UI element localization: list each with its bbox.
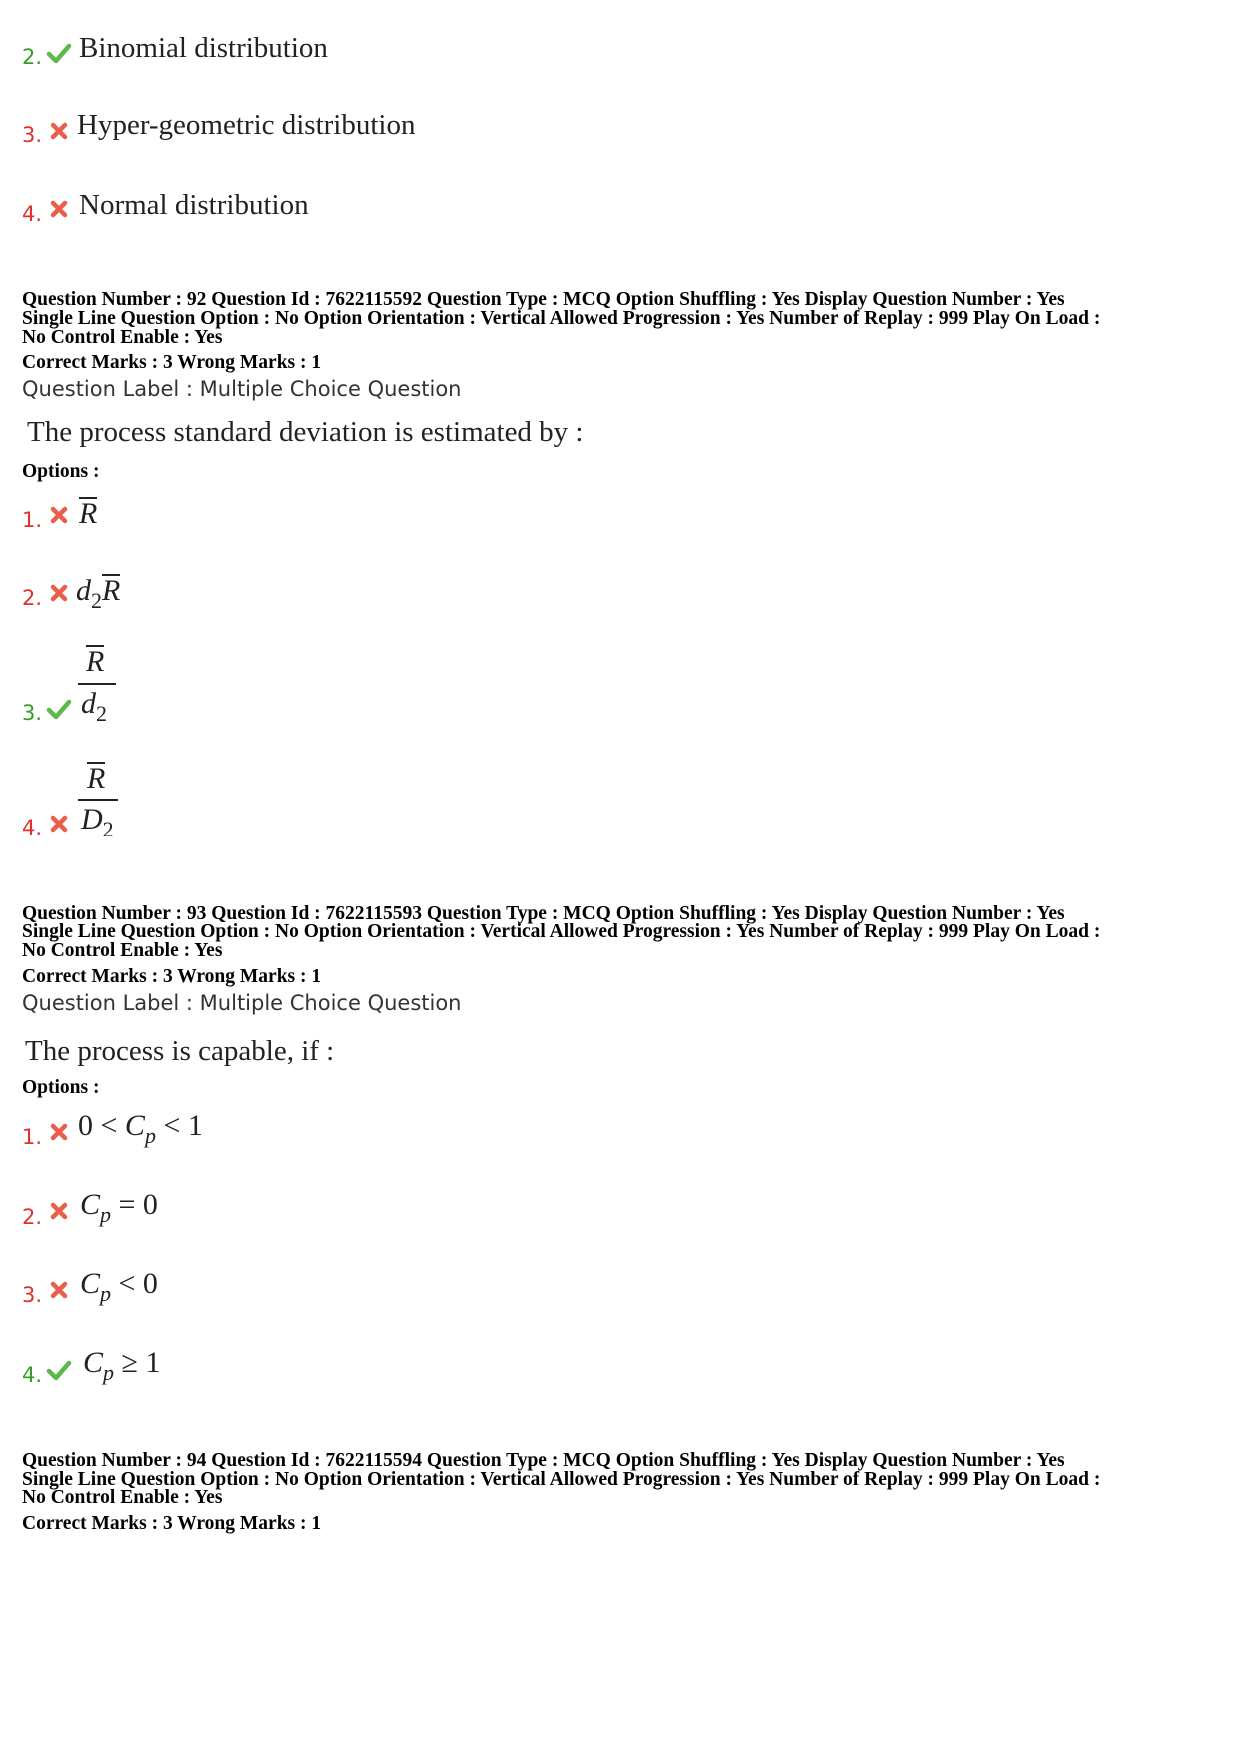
check-icon (46, 1357, 72, 1383)
cross-icon (46, 118, 72, 144)
option-math (80, 1267, 158, 1307)
check-icon (46, 40, 72, 66)
option-number: 3. (22, 1283, 43, 1307)
cross-icon (46, 196, 72, 222)
option-number: 3. (22, 123, 43, 147)
r-bar: R (102, 574, 121, 607)
subscript: 2 (91, 588, 102, 613)
math-suffix: < 0 (111, 1267, 158, 1300)
denominator: D (81, 803, 103, 836)
question-label: Question Label : Multiple Choice Question (22, 991, 462, 1015)
subscript: p (100, 1281, 112, 1306)
question-marks: Correct Marks : 3 Wrong Marks : 1 (22, 352, 322, 373)
question-meta-line3: No Control Enable : Yes (22, 940, 223, 961)
check-icon (46, 696, 72, 722)
cross-icon (46, 502, 72, 528)
c-symbol: C (80, 1188, 101, 1221)
option-math (76, 574, 120, 614)
option-number: 2. (22, 45, 43, 69)
options-heading: Options : (22, 461, 100, 482)
option-text: Hyper-geometric distribution (77, 109, 416, 141)
cross-icon (46, 1198, 72, 1224)
option-text: Binomial distribution (79, 32, 328, 64)
subscript: p (144, 1123, 156, 1148)
question-marks: Correct Marks : 3 Wrong Marks : 1 (22, 966, 322, 987)
question-label: Question Label : Multiple Choice Question (22, 377, 462, 401)
d-symbol: d (76, 574, 91, 607)
question-meta-line2: Single Line Question Option : No Option Orientation : Vertical Allowed Progression : Yes Number of Replay : 999 Play On Load : (22, 308, 1101, 329)
option-number: 1. (22, 1125, 43, 1149)
subscript: p (100, 1202, 112, 1227)
c-symbol: C (80, 1267, 101, 1300)
r-bar: R (79, 497, 98, 530)
option-number: 3. (22, 701, 43, 725)
option-text: Normal distribution (79, 189, 309, 221)
option-number: 4. (22, 1363, 43, 1387)
subscript: 2 (96, 701, 107, 726)
subscript: 2 (102, 817, 114, 836)
math-suffix: ≥ 1 (114, 1346, 161, 1379)
fraction (78, 645, 116, 725)
option-number: 4. (22, 202, 43, 226)
math-suffix: < 1 (155, 1109, 203, 1142)
option-math (78, 1109, 203, 1149)
question-meta-line2: Single Line Question Option : No Option Orientation : Vertical Allowed Progression : Yes Number of Replay : 999 Play On Load : (22, 1469, 1101, 1490)
option-math (79, 497, 97, 531)
question-text: The process is capable, if : (25, 1035, 335, 1067)
options-heading: Options : (22, 1077, 100, 1098)
option-number: 2. (22, 586, 43, 610)
question-marks: Correct Marks : 3 Wrong Marks : 1 (22, 1513, 322, 1534)
question-meta-line1: Question Number : 93 Question Id : 7622115593 Question Type : MCQ Option Shuffling : Yes Display Question Number : Yes (22, 903, 1065, 924)
numerator: R (86, 645, 105, 678)
cross-icon (46, 580, 72, 606)
question-meta-line1: Question Number : 94 Question Id : 7622115594 Question Type : MCQ Option Shuffling : Yes Display Question Number : Yes (22, 1450, 1065, 1471)
c-symbol: C (124, 1109, 145, 1142)
question-text: The process standard deviation is estimated by : (27, 416, 584, 448)
question-meta-line1: Question Number : 92 Question Id : 7622115592 Question Type : MCQ Option Shuffling : Yes Display Question Number : Yes (22, 289, 1065, 310)
cross-icon (46, 1119, 72, 1145)
fraction (78, 762, 118, 836)
question-meta-line3: No Control Enable : Yes (22, 1487, 223, 1508)
c-symbol: C (83, 1346, 104, 1379)
option-number: 4. (22, 816, 43, 840)
option-number: 2. (22, 1205, 43, 1229)
numerator: R (87, 762, 106, 795)
math-prefix: 0 < (78, 1109, 125, 1142)
denominator: d (81, 687, 96, 720)
cross-icon (46, 811, 72, 837)
option-math (80, 1188, 158, 1228)
option-math (83, 1346, 160, 1386)
cross-icon (46, 1277, 72, 1303)
question-meta-line2: Single Line Question Option : No Option Orientation : Vertical Allowed Progression : Yes Number of Replay : 999 Play On Load : (22, 921, 1101, 942)
option-number: 1. (22, 508, 43, 532)
subscript: p (103, 1360, 115, 1385)
math-suffix: = 0 (111, 1188, 158, 1221)
question-meta-line3: No Control Enable : Yes (22, 327, 223, 348)
